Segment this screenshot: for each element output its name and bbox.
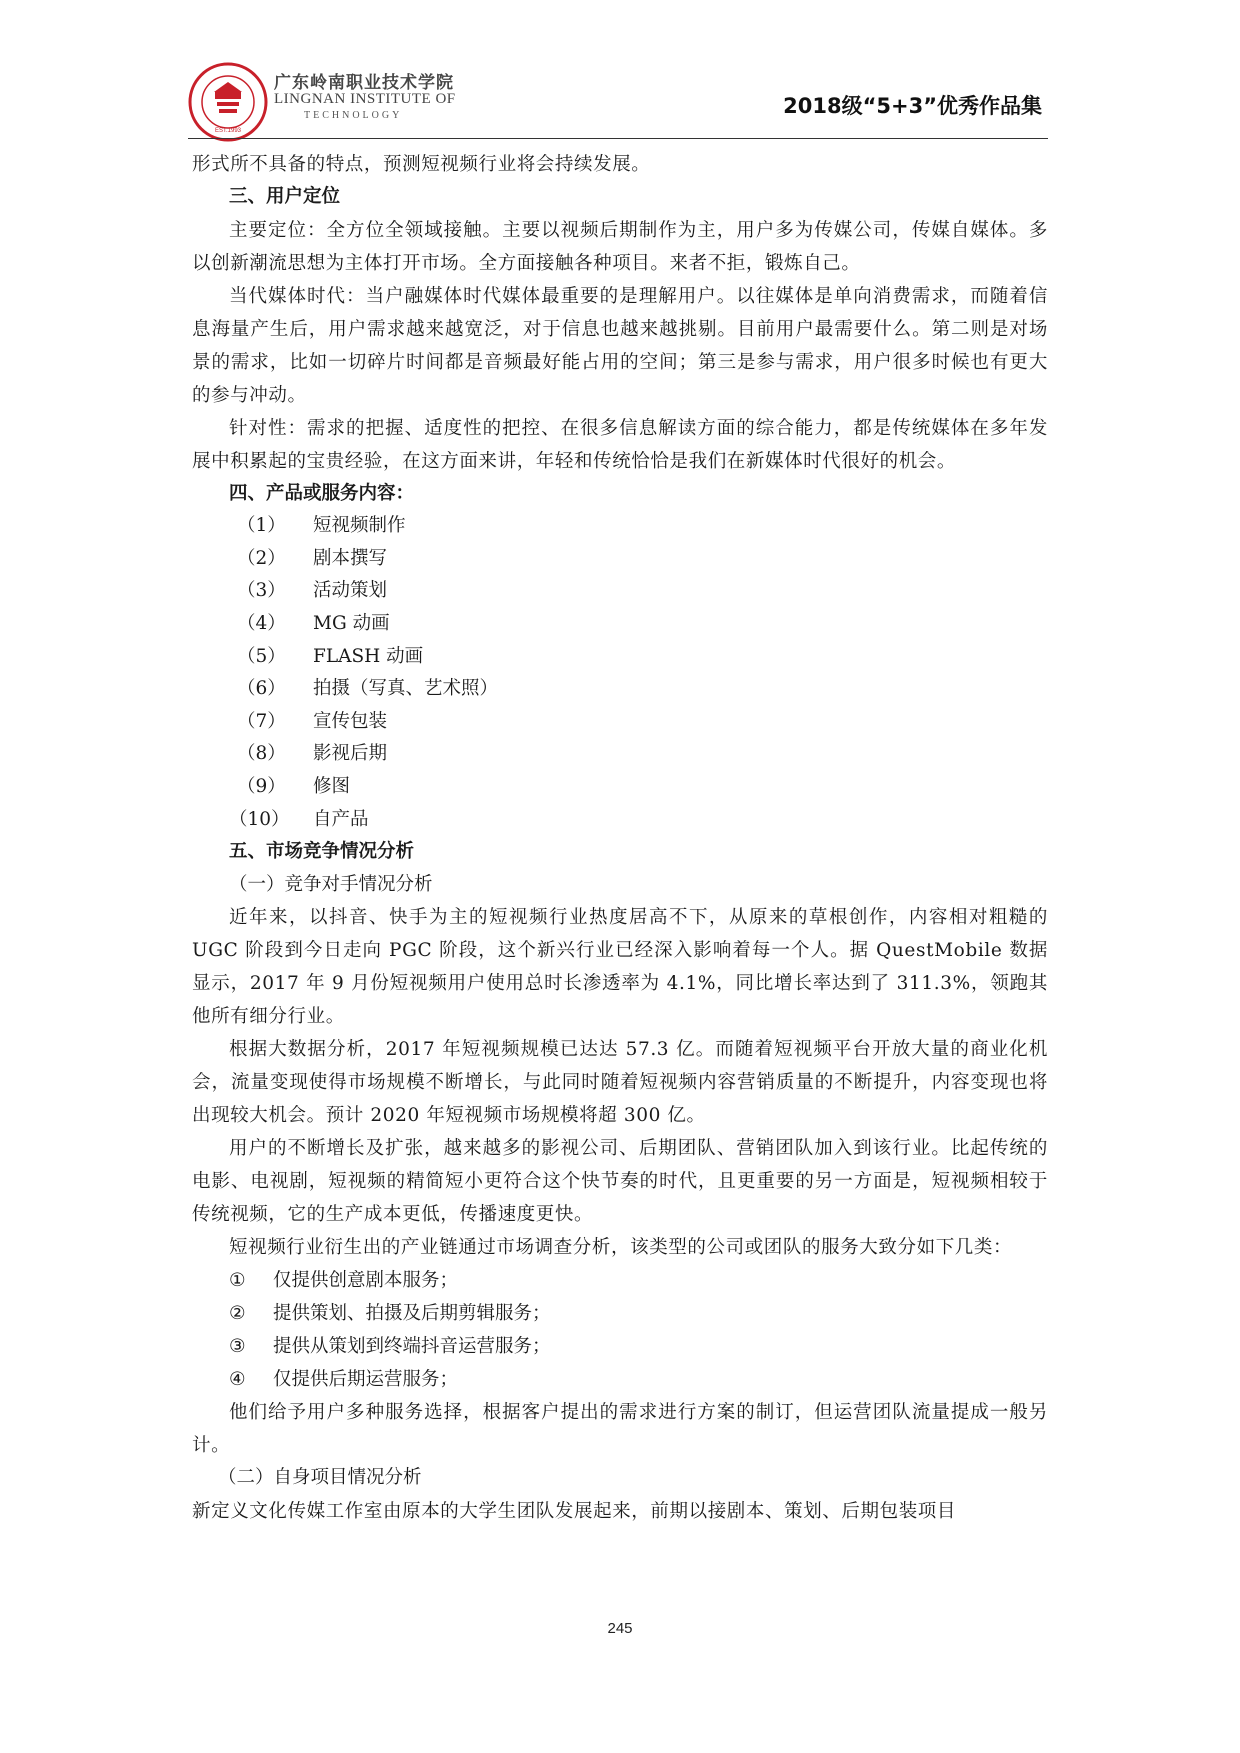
section-heading-user-positioning: 三、用户定位 [229, 186, 341, 207]
paragraph-industry-trend: 近年来，以抖音、快手为主的短视频行业热度居高不下，从原来的草根创作，内容相对粗糙的 UGC 阶段到今日走向 PGC 阶段，这个新兴行业已经深入影响着每一个人。据 QuestMobile 数据显示，2017 年 9 月份短视频用户使用总时长渗透率为 4.1%，同比增长率达到了 311.3%，领跑其他所有细分行业。 [192, 907, 1048, 1028]
page-header [0, 0, 1240, 140]
list-item: （6） 拍摄（写真、艺术照） [237, 678, 499, 700]
page-number: 245 [607, 1620, 633, 1637]
institute-name-en: LINGNAN INSTITUTE OF [274, 91, 456, 107]
paragraph-media-era: 当代媒体时代：当户融媒体时代媒体最重要的是理解用户。以往媒体是单向消费需求，而随着信息海量产生后，用户需求越来越宽泛，对于信息也越来越挑剔。目前用户最需要什么。第二则是对场景的需求，比如一切碎片时间都是音频最好能占用的空间；第三是参与需求，用户很多时候也有更大的参与冲动。 [192, 285, 1048, 406]
paragraph-service-options: 他们给予用户多种服务选择，根据客户提出的需求进行方案的制订，但运营团队流量提成一般另计。 [192, 1402, 1048, 1457]
list-item: ④ 仅提供后期运营服务； [229, 1369, 459, 1391]
list-item: （9） 修图 [237, 775, 351, 797]
list-item: ③ 提供从策划到终端抖音运营服务； [229, 1336, 551, 1358]
list-item: （8） 影视后期 [237, 743, 388, 765]
list-item: （1） 短视频制作 [237, 515, 406, 537]
list-item: （7） 宣传包装 [237, 710, 388, 732]
logo-est-text: EST.1993 [214, 128, 242, 134]
collection-title: 2018级“5+3”优秀作品集 [783, 94, 1042, 118]
paragraph-industry-chain: 短视频行业衍生出的产业链通过市场调查分析，该类型的公司或团队的服务大致分如下几类： [229, 1237, 1013, 1259]
list-item: （2） 剧本撰写 [237, 547, 388, 569]
product-list [192, 510, 1048, 836]
paragraph-studio-origin: 新定义文化传媒工作室由原本的大学生团队发展起来，前期以接剧本、策划、后期包装项目 [192, 1500, 957, 1522]
subsection-heading-own-project: （二）自身项目情况分析 [218, 1467, 422, 1489]
list-item: ② 提供策划、拍摄及后期剪辑服务； [229, 1303, 551, 1325]
list-item: （5） FLASH 动画 [237, 645, 424, 667]
list-item: （4） MG 动画 [237, 612, 390, 634]
paragraph-continued: 形式所不具备的特点，预测短视频行业将会持续发展。 [192, 154, 651, 175]
section-heading-products: 四、产品或服务内容： [229, 482, 415, 504]
paragraph-user-growth: 用户的不断增长及扩张，越来越多的影视公司、后期团队、营销团队加入到该行业。比起传统的电影、电视剧，短视频的精简短小更符合这个快节奏的时代，且更重要的另一方面是，短视频相较于传统视频，它的生产成本更低，传播速度更快。 [192, 1138, 1048, 1226]
page-body [192, 148, 1048, 1528]
institute-name-en-line2: TECHNOLOGY [304, 110, 403, 121]
list-item: （3） 活动策划 [237, 580, 388, 602]
section-heading-competition: 五、市场竞争情况分析 [229, 841, 415, 863]
institute-name-cn: 广东岭南职业技术学院 [274, 73, 454, 93]
list-item: （10） 自产品 [229, 808, 369, 830]
service-list [192, 1264, 1048, 1396]
institute-logo-icon [188, 62, 268, 142]
paragraph-market-scale: 根据大数据分析，2017 年短视频规模已达达 57.3 亿。而随着短视频平台开放大量的商业化机会，流量变现使得市场规模不断增长，与此同时随着短视频内容营销质量的不断提升，内容变现也将出现较大机会。预计 2020 年短视频市场规模将超 300 亿。 [192, 1039, 1048, 1127]
subsection-heading-competitors: （一）竞争对手情况分析 [229, 873, 433, 895]
header-divider [188, 138, 1048, 139]
paragraph-main-positioning: 主要定位：全方位全领域接触。主要以视频后期制作为主，用户多为传媒公司，传媒自媒体。多以创新潮流思想为主体打开市场。全方面接触各种项目。来者不拒，锻炼自己。 [192, 219, 1048, 274]
list-item: ① 仅提供创意剧本服务； [229, 1270, 459, 1292]
paragraph-targeting: 针对性：需求的把握、适度性的把控、在很多信息解读方面的综合能力，都是传统媒体在多年发展中积累起的宝贵经验，在这方面来讲，年轻和传统恰恰是我们在新媒体时代很好的机会。 [192, 417, 1048, 472]
